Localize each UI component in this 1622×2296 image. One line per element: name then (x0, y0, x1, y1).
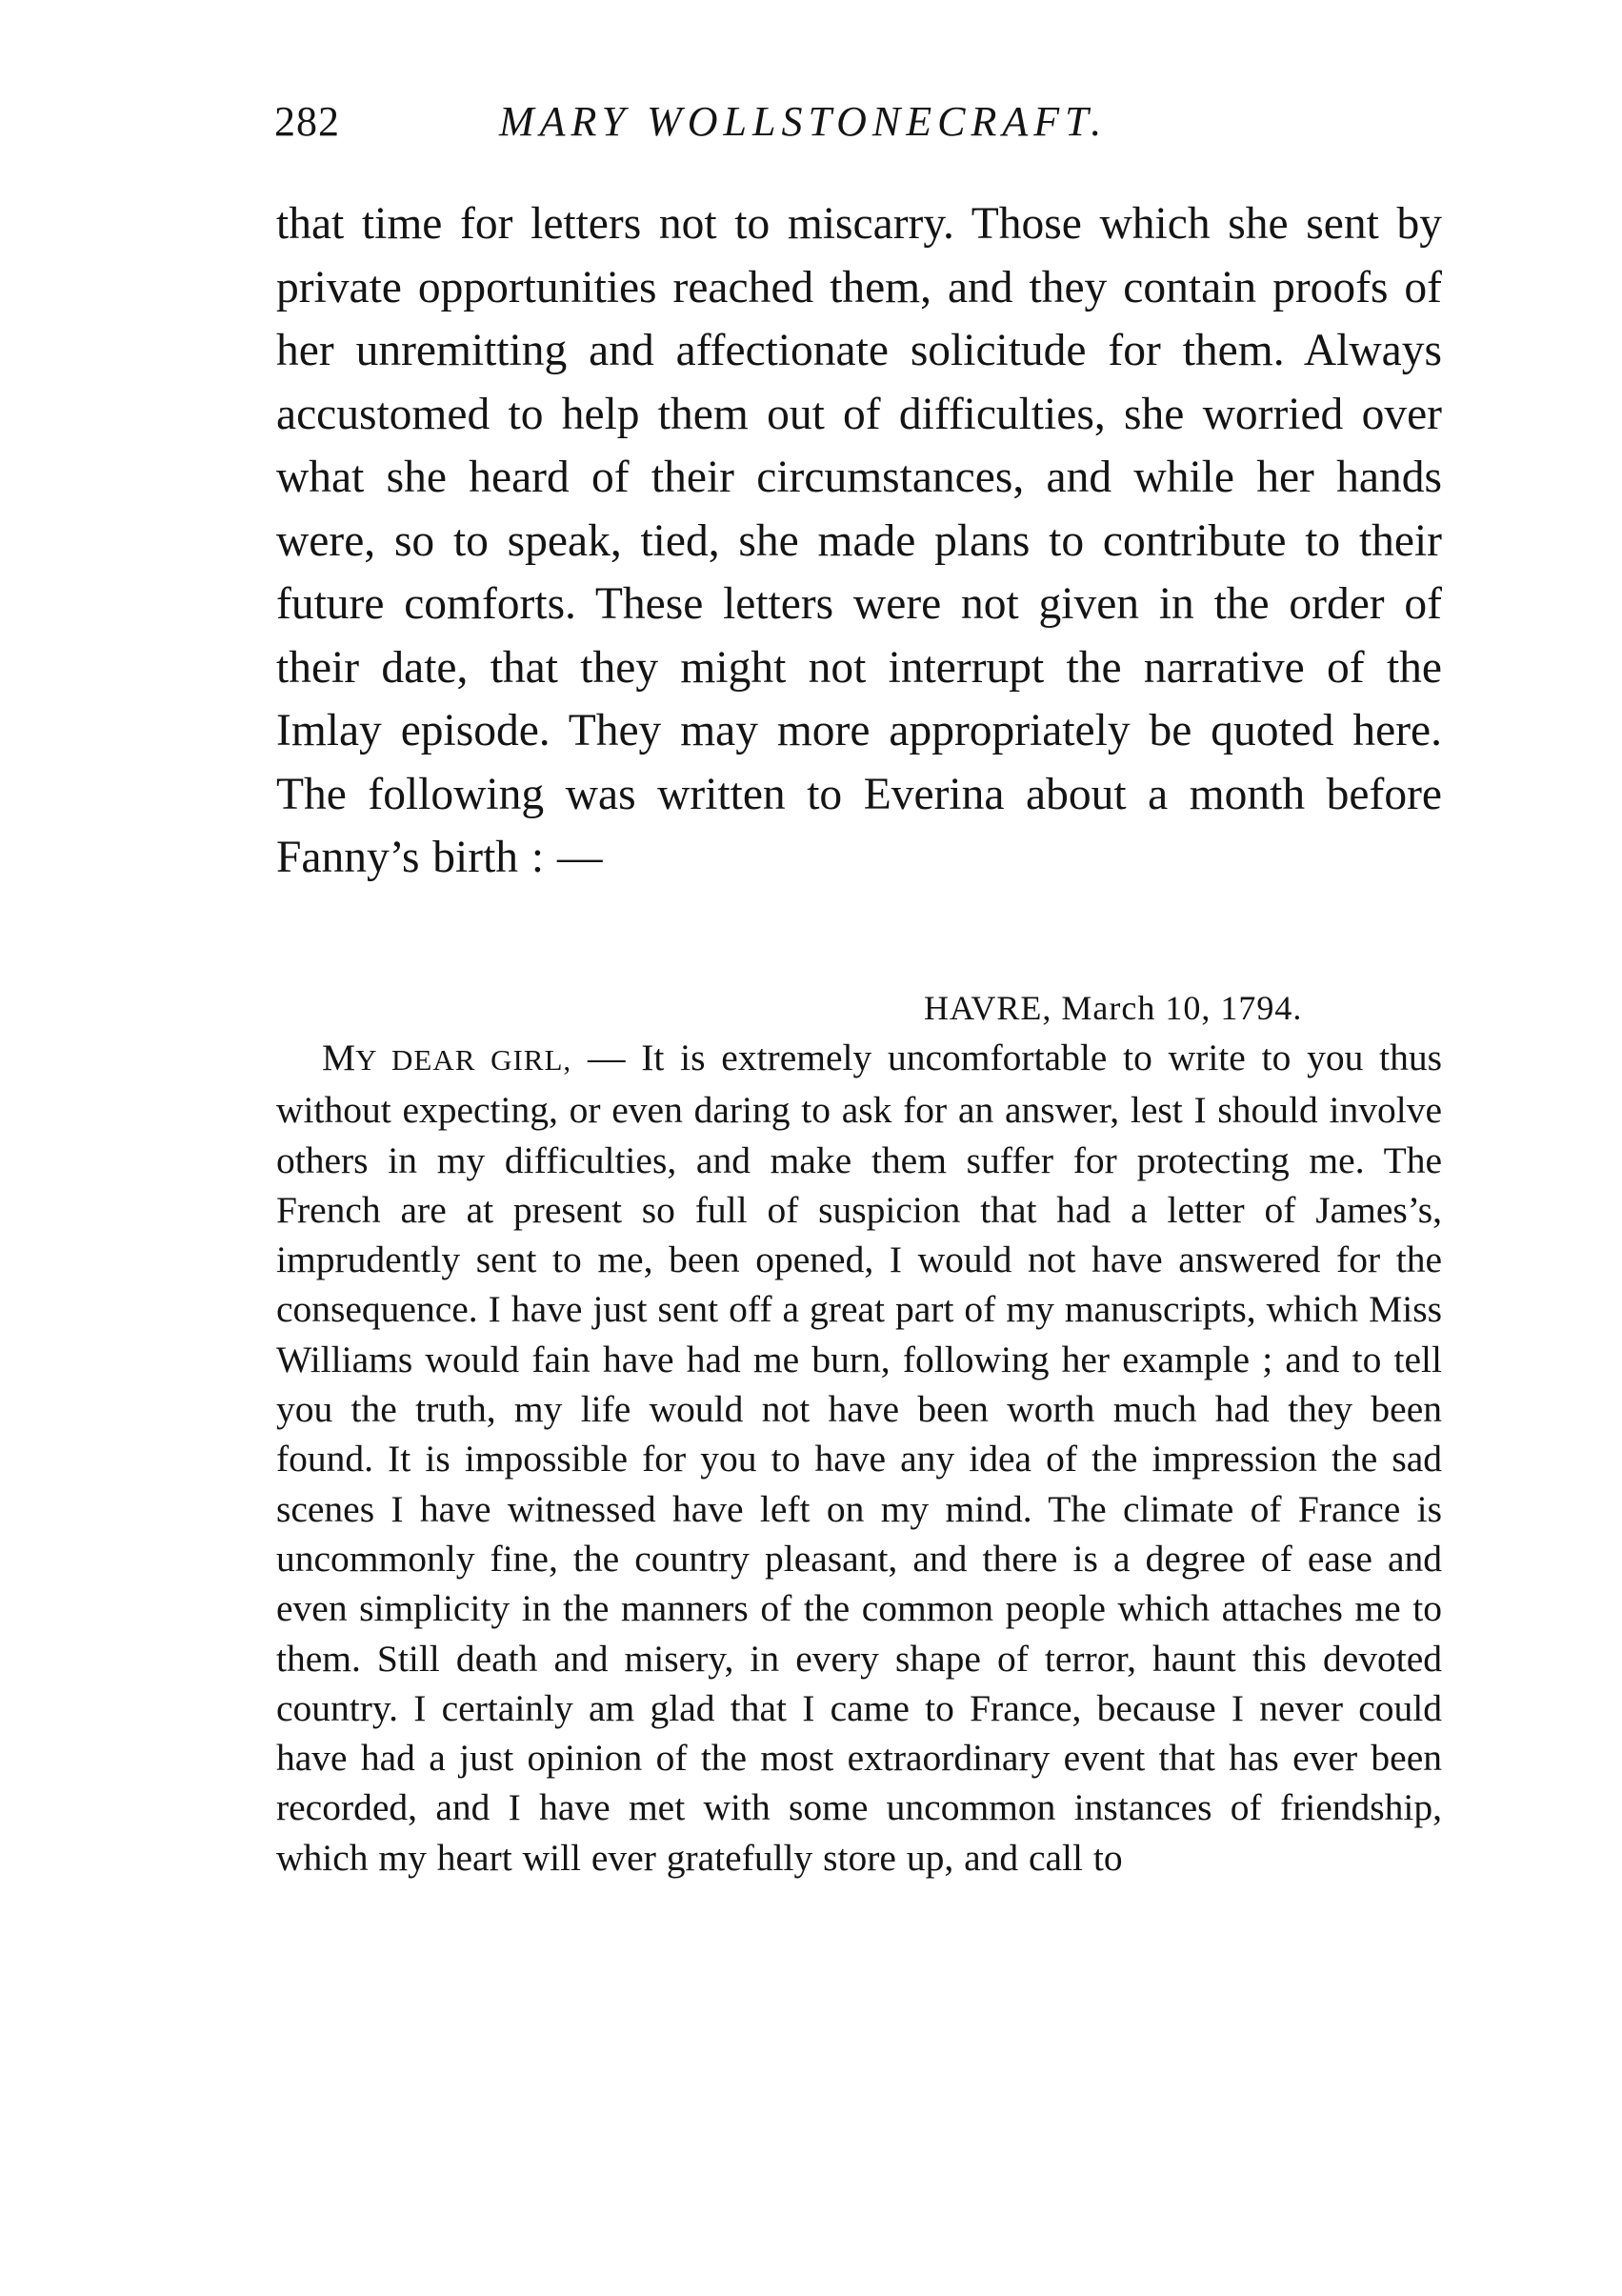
running-title: MARY WOLLSTONECRAFT. (499, 98, 1108, 145)
letter-dateline (924, 981, 1419, 1035)
letter-text: — It is extremely uncomfortable to write to you thus without expecting, or even daring to ask for an answer, lest I should involve others in my difficulties, and make them suffer for protecting me. The French are at present so full of suspicion that had a letter of James’s, imprudently sent to me, been opened, I would not have answered for the consequence. I have just sent off a great part of my manuscripts, which Miss Williams would fain have had me burn, following her example ; and to tell you the truth, my life would not have been worth much had they been found. It is impossible for you to have any idea of the impression the sad scenes I have witnessed have left on my mind. The climate of France is uncommonly fine, the country pleasant, and there is a degree of ease and even simplicity in the manners of the common people which attaches me to them. Still death and misery, in every shape of terror, haunt this devoted country. I certainly am glad that I came to France, because I never could have had a just opinion of the most extraordinary event that has ever been recorded, and I have met with some uncommon instances of friendship, which my heart will ever gratefully store up, and call to (276, 1037, 1442, 1879)
running-head (274, 93, 1446, 151)
dateline-place: HAVRE, (924, 989, 1052, 1027)
salutation: Y DEAR GIRL, (355, 1043, 572, 1077)
body-paragraph: that time for letters not to miscarry. Those which she sent by private opportunities reached them, and they contain proofs of her unremitting and affectionate solicitude for them. Always accustomed to help them out of difficulties, she worried over what she heard of their circumstances, and while her hands were, so to speak, tied, she made plans to contribute to their future comforts. These letters were not given in the order of their date, that they might not interrupt the narrative of the Imlay episode. They may more appropriately be quoted here. The following was written to Everina about a month before Fanny’s birth : — (276, 199, 1442, 882)
salutation-initial: M (322, 1037, 356, 1078)
page-number: 282 (274, 98, 340, 145)
dateline-date: March 10, 1794. (1061, 989, 1303, 1027)
letter-body (276, 1033, 1442, 1883)
